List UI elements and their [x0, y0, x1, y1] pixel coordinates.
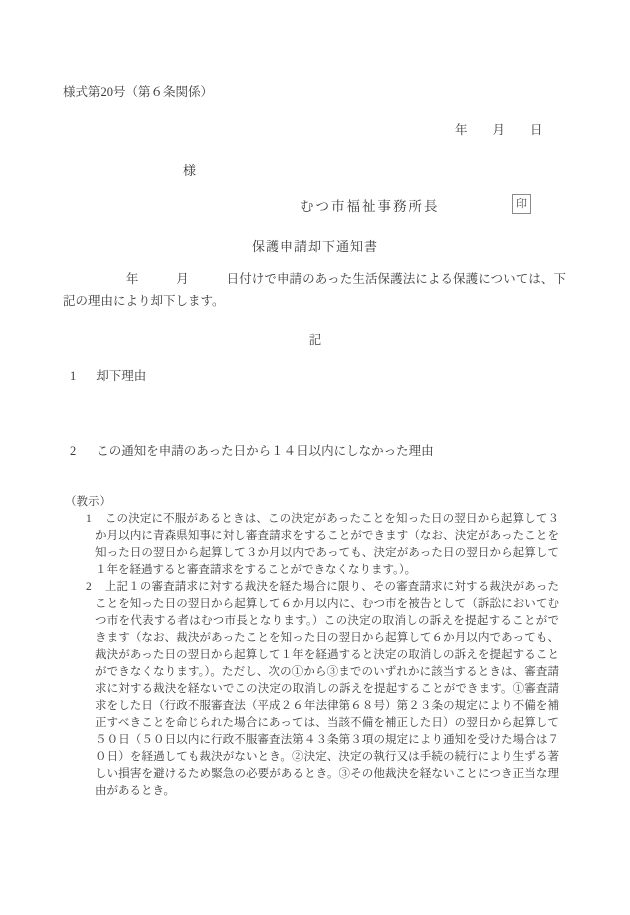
form-number: 様式第20号（第６条関係） — [63, 85, 214, 99]
appeal-item-1-text: この決定に不服があるときは、この決定があったことを知った日の翌日から起算して３か月以内に青森県知事に対し審査請求をすることができます（なお、決定があったことを知った日の翌日から起算して３か月以内であっても、決定があった日の翌日から起算して１年を経過すると審査請求をすることができなくなります。）。 — [95, 513, 559, 576]
addressee-suffix: 様 — [183, 163, 197, 178]
section-delay-reason — [70, 441, 434, 459]
ki-marker: 記 — [308, 333, 322, 347]
body-paragraph: 年 月 日付けで申請のあった生活保護法による保護については、下記の理由により却下します。 — [63, 272, 566, 308]
appeal-item-2-number: 2 — [86, 581, 92, 593]
document-title: 保護申請却下通知書 — [251, 239, 378, 254]
appeal-instruction-item — [65, 511, 559, 579]
section-2-number: 2 — [70, 444, 77, 458]
appeal-item-1-number: 1 — [86, 513, 92, 525]
section-1-label: 却下理由 — [96, 369, 147, 383]
sender-title: むつ市福祉事務所長 — [300, 199, 440, 214]
appeal-instruction-item — [65, 579, 559, 800]
seal-box — [512, 194, 531, 214]
issue-date-line: 年 月 日 — [455, 123, 543, 137]
appeal-item-2-text: 上記１の審査請求に対する裁決を経た場合に限り、その審査請求に対する裁決があったことを知った日の翌日から起算して６か月以内に、むつ市を被告として（訴訟においてむつ市を代表する者はむつ市長となります。）この決定の取消しの訴えを提起することができます（なお、裁決があったことを知った日の翌日から起算して６か月以内であっても、裁決があった日の翌日から起算して１年を経過すると決定の取消しの訴えを提起することができなくなります。）。ただし、次の①から③までのいずれかに該当するときは、審査請求に対する裁決を経ないでこの決定の取消しの訴えを提起することができます。①審査請求をした日（行政不服審査法（平成２６年法律第６８号）第２３条の規定により不備を補正すべきことを命じられた場合にあっては、当該不備を補正した日）の翌日から起算して５０日（５０日以内に行政不服審査法第４３条第３項の規定により通知を受けた場合は７０日）を経過しても裁決がないとき。②決定、決定の執行又は手続の続行により生ずる著しい損害を避けるため緊急の必要があるとき。③その他裁決を経ないことにつき正当な理由があるとき。 — [95, 581, 559, 797]
section-rejection-reason — [70, 366, 146, 384]
appeal-instructions-block — [65, 494, 559, 800]
section-1-number: 1 — [70, 369, 77, 383]
seal-label: 印 — [516, 198, 527, 210]
section-2-label: この通知を申請のあった日から１４日以内にしなかった理由 — [96, 444, 434, 458]
appeal-instructions-heading: （教示） — [65, 496, 111, 508]
